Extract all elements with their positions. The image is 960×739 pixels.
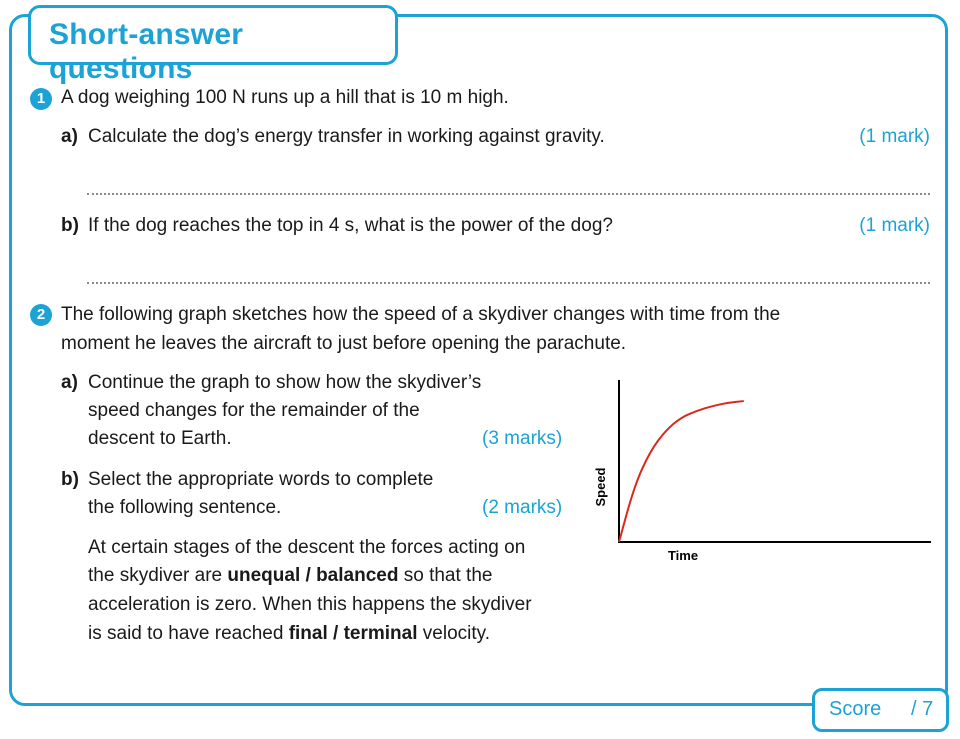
question-2-stem-line-2: moment he leaves the aircraft to just before opening the parachute. [61, 333, 627, 354]
score-label: Score [829, 698, 882, 720]
question-1b-label: b) [61, 215, 79, 236]
sentence-line-3: acceleration is zero. When this happens the skydiver [88, 594, 532, 615]
question-2b-label: b) [61, 469, 79, 490]
question-2b-marks: (2 marks) [482, 497, 563, 518]
question-2b-line-2: the following sentence. [88, 497, 282, 518]
word-choice-unequal-balanced[interactable]: unequal / balanced [227, 565, 399, 586]
sentence-line-4-start: is said to have reached [88, 623, 289, 644]
question-2-stem-line-1: The following graph sketches how the speed of a skydiver changes with time from the [61, 304, 781, 325]
question-1-number-badge: 1 [30, 88, 52, 110]
sentence-line-1: At certain stages of the descent the forces acting on [88, 537, 526, 558]
page-title: Short-answer questions [49, 18, 244, 85]
answer-line-1a[interactable] [87, 193, 930, 195]
score-box [812, 688, 949, 732]
question-2a-label: a) [61, 372, 78, 393]
score-total: / 7 [911, 698, 934, 720]
question-2-number-badge: 2 [30, 304, 52, 326]
question-1a-marks: (1 mark) [859, 126, 930, 147]
question-2a-line-1: Continue the graph to show how the skydiver’s [88, 372, 482, 393]
sentence-line-2 [88, 562, 492, 590]
x-axis-label: Time [667, 548, 699, 563]
question-1b-text: If the dog reaches the top in 4 s, what is the power of the dog? [88, 215, 613, 236]
sentence-line-4 [88, 620, 490, 648]
question-2a-marks: (3 marks) [482, 428, 563, 449]
sentence-line-2-end: so that the [398, 565, 493, 586]
question-1a-text: Calculate the dog’s energy transfer in working against gravity. [88, 126, 605, 147]
sentence-line-4-end: velocity. [417, 623, 491, 644]
y-axis-label: Speed [593, 467, 608, 507]
speed-curve [619, 401, 744, 542]
question-1b-marks: (1 mark) [859, 215, 930, 236]
question-1-stem: A dog weighing 100 N runs up a hill that is 10 m high. [61, 87, 509, 108]
question-2a-line-2: speed changes for the remainder of the [88, 400, 420, 421]
speed-time-graph[interactable] [585, 375, 935, 575]
question-2a-line-3: descent to Earth. [88, 428, 232, 449]
question-1a-label: a) [61, 126, 78, 147]
answer-line-1b[interactable] [87, 282, 930, 284]
question-2b-line-1: Select the appropriate words to complete [88, 469, 434, 490]
word-choice-final-terminal[interactable]: final / terminal [288, 623, 418, 644]
title-box [28, 5, 398, 85]
sentence-line-2-start: the skydiver are [88, 565, 228, 586]
